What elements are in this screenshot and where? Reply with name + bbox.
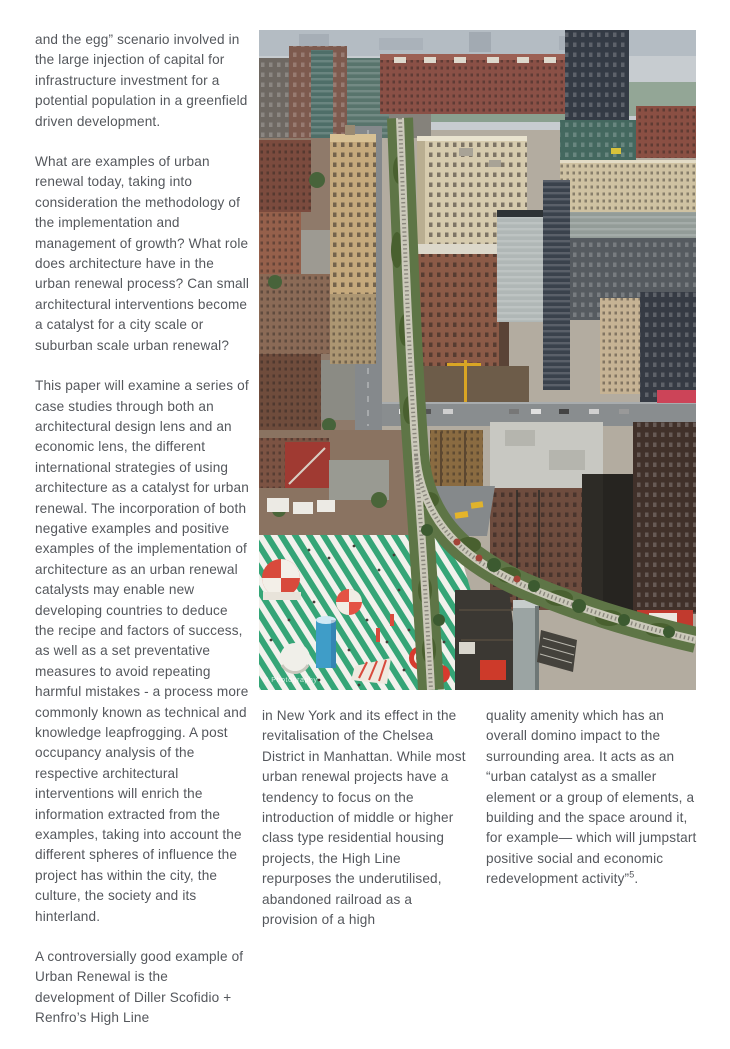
paragraph: This paper will examine a series of case studies through both an architectural design lens and an economic lens, the different international strategies of using architecture as a catalyst for urban renewal. The incorporation of both negative examples and positive examples of the implementation of architecture as an urban renewal catalysts may enable new developing countries to deduce the recipe and factors of success, as well as a set preventative measures to avoid repeating harmful mistakes - a process more commonly known as technical and knowledge leapfrogging. A post occupancy analysis of the respective architectural interventions will enrich the information extracted from the examples, taking into account the different spheres of influence the project has within the city, the culture, the society and its hinterland. [35,378,249,924]
photo-watermark: © Photography [263,677,318,684]
footnote-marker: 5 [629,869,635,880]
left-city-blocks [259,125,382,438]
paragraph [486,706,700,890]
quote-text: quality amenity which has an overall domino impact to the surrounding area. It acts as an “urban catalyst as a smaller element or a group of elements, a building and the space around it, for example— which will jumpstart positive social and economic redevelopment activity” [486,708,697,887]
paragraph: and the egg” scenario involved in the large injection of capital for infrastructure investment for a potential population in a greenfield driven development. [35,32,248,129]
highline-photo-illustration [259,30,696,690]
left-text-column [35,30,250,1049]
paragraph: What are examples of urban renewal today, taking into consideration the methodology of the implementation and management of growth? What role does architecture have in the urban renewal process? Can small architectural interventions become a catalyst for a city scale or suburban scale urban renewal? [35,154,250,353]
sentence-end: . [634,871,639,887]
right-text-column [486,706,700,910]
paragraph: A controversially good example of Urban Renewal is the development of Diller Scofidio + Renfro’s High Line [35,949,244,1026]
paragraph: in New York and its effect in the revitalisation of the Chelsea District in Manhattan. While most urban renewal projects have a tendency to focus on the introduction of middle or higher class type residential housing projects, the High Line repurposes the underutilised, abandoned railroad as a provision of a high [262,708,466,928]
highline-aerial-photo [259,30,696,690]
middle-text-column [262,706,466,950]
